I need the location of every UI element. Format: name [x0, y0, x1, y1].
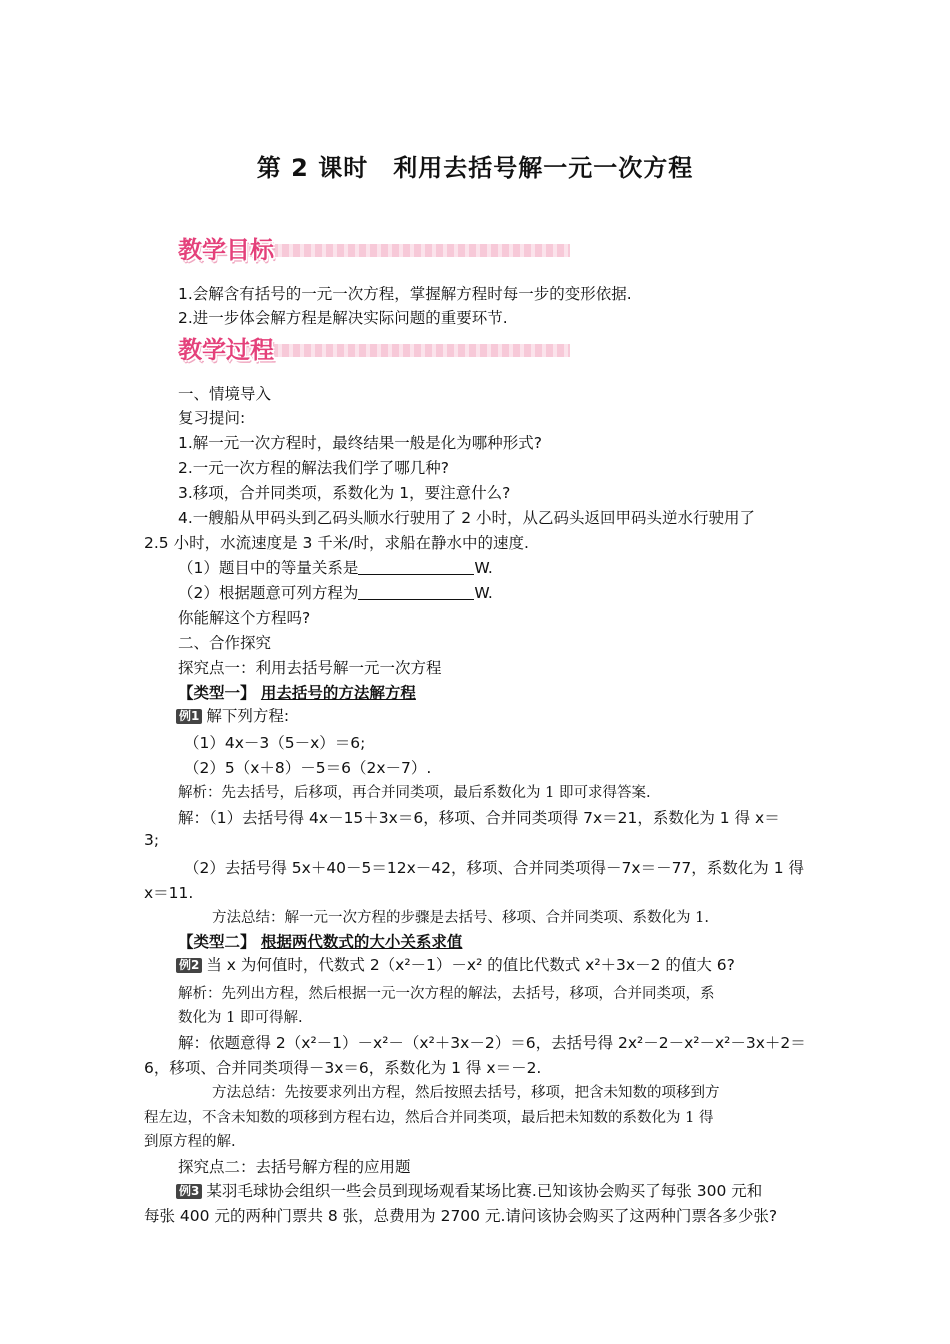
- section-heading: 二、合作探究: [178, 634, 272, 652]
- sub-question-2: [178, 581, 493, 603]
- question-1: 1.解一元一次方程时，最终结果一般是化为哪种形式?: [178, 434, 543, 452]
- answer-blank: [358, 560, 474, 575]
- example-badge: 例1: [176, 709, 202, 724]
- example-1-text: 解下列方程:: [206, 707, 290, 725]
- question-4-line-1: 4.一艘船从甲码头到乙码头顺水行驶用了 2 小时，从乙码头返回甲码头逆水行驶用了: [178, 509, 756, 527]
- sub-question-2-text: （2）根据题意可列方程为: [178, 584, 359, 602]
- banner-stripe: [238, 244, 570, 257]
- section-heading: 一、情境导入: [178, 385, 272, 403]
- example-2-solution-line-1: 解：依题意得 2（x²－1）－x²－（x²＋3x－2）＝6，去括号得 2x²－2－x²－x²－3x＋2＝: [178, 1034, 806, 1052]
- example-2-analysis-line-2: 数化为 1 即可得解.: [178, 1010, 303, 1026]
- sub-question-1: [178, 556, 493, 578]
- example-2: [176, 953, 735, 975]
- example-2-summary-line-3: 到原方程的解.: [144, 1134, 236, 1150]
- page-title: 第 2 课时 利用去括号解一元一次方程: [256, 154, 694, 182]
- example-2-analysis-line-1: 解析：先列出方程，然后根据一元一次方程的解法，去括号，移项，合并同类项，系: [178, 986, 715, 1002]
- sub-question-1-text: （1）题目中的等量关系是: [178, 559, 359, 577]
- goal-2: 2.进一步体会解方程是解决实际问题的重要环节.: [178, 309, 508, 327]
- example-1: [176, 704, 289, 726]
- example-3: [176, 1179, 762, 1201]
- review-label: 复习提问:: [178, 409, 246, 427]
- example-1-solution-2-cont: x＝11.: [144, 884, 194, 902]
- example-1-solution-1: 解：（1）去括号得 4x－15＋3x＝6，移项、合并同类项得 7x＝21，系数化为 1 得 x＝: [178, 809, 780, 827]
- example-2-solution-line-2: 6，移项、合并同类项得－3x＝6，系数化为 1 得 x＝－2.: [144, 1059, 542, 1077]
- example-2-summary-line-1: 方法总结：先按要求列出方程，然后按照去括号，移项，把含未知数的项移到方: [212, 1085, 720, 1101]
- example-3-line-1: 某羽毛球协会组织一些会员到现场观看某场比赛.已知该协会购买了每张 300 元和: [206, 1182, 763, 1200]
- banner-label: 教学过程: [178, 336, 274, 364]
- example-1-equation-1: （1）4x－3（5－x）＝6;: [184, 734, 366, 752]
- example-1-equation-2: （2）5（x＋8）－5＝6（2x－7）.: [184, 759, 432, 777]
- type-1-tag: 【类型一】: [178, 684, 256, 702]
- solve-question: 你能解这个方程吗?: [178, 609, 311, 627]
- example-2-summary-line-2: 程左边，不含未知数的项移到方程右边，然后合并同类项，最后把未知数的系数化为 1 得: [144, 1110, 714, 1126]
- banner-label: 教学目标: [178, 236, 274, 264]
- example-badge: 例2: [176, 958, 202, 973]
- type-2-title: 根据两代数式的大小关系求值: [260, 933, 463, 951]
- example-1-analysis: 解析：先去括号，后移项，再合并同类项，最后系数化为 1 即可求得答案.: [178, 785, 651, 801]
- question-4-line-2: 2.5 小时，水流速度是 3 千米/时，求船在静水中的速度.: [144, 534, 529, 552]
- teaching-process-banner: [178, 330, 570, 364]
- question-3: 3.移项，合并同类项，系数化为 1，要注意什么?: [178, 484, 511, 502]
- type-2-tag: 【类型二】: [178, 933, 256, 951]
- type-2-heading: [178, 930, 462, 952]
- example-1-summary: 方法总结：解一元一次方程的步骤是去括号、移项、合并同类项、系数化为 1.: [212, 910, 709, 926]
- goal-1: 1.会解含有括号的一元一次方程，掌握解方程时每一步的变形依据.: [178, 285, 632, 303]
- teaching-goals-banner: [178, 230, 570, 264]
- explore-point-1: 探究点一：利用去括号解一元一次方程: [178, 659, 442, 677]
- example-3-line-2: 每张 400 元的两种门票共 8 张，总费用为 2700 元.请问该协会购买了这两种门票各多少张?: [144, 1207, 778, 1225]
- sub-question-tail: W.: [474, 559, 493, 577]
- sub-question-tail: W.: [474, 584, 493, 602]
- example-1-solution-2: （2）去括号得 5x＋40－5＝12x－42，移项、合并同类项得－7x＝－77，系数化为 1 得: [184, 859, 805, 877]
- type-1-heading: [178, 681, 416, 703]
- example-1-solution-1-cont: 3;: [144, 831, 160, 849]
- answer-blank: [358, 585, 474, 600]
- banner-stripe: [238, 344, 570, 357]
- example-2-text: 当 x 为何值时，代数式 2（x²－1）－x² 的值比代数式 x²＋3x－2 的值大 6?: [206, 956, 735, 974]
- type-1-title: 用去括号的方法解方程: [260, 684, 416, 702]
- example-badge: 例3: [176, 1184, 202, 1199]
- question-2: 2.一元一次方程的解法我们学了哪几种?: [178, 459, 450, 477]
- explore-point-2: 探究点二：去括号解方程的应用题: [178, 1158, 411, 1176]
